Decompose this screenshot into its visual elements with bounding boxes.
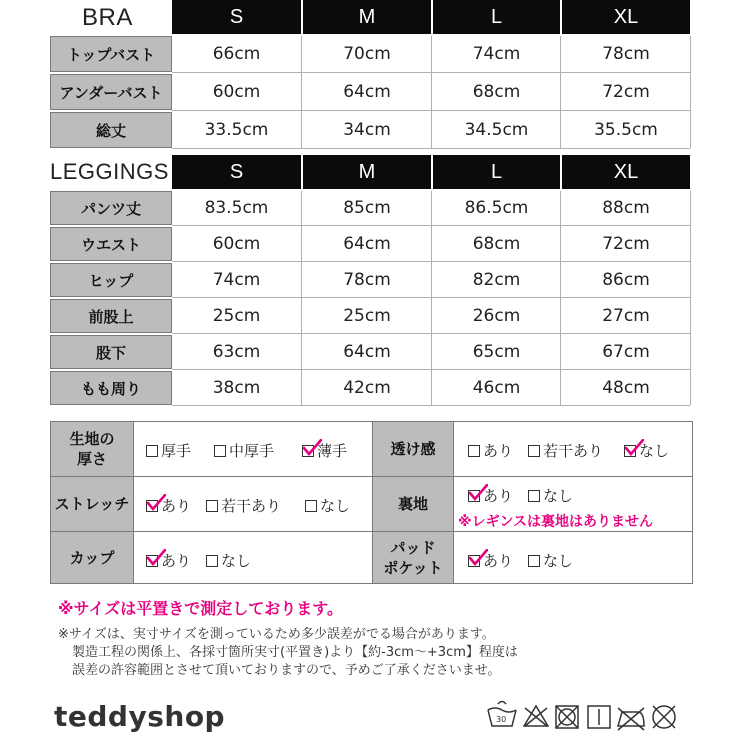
leggings-cell: 88cm xyxy=(602,198,650,218)
leggings-cell: 64cm xyxy=(343,342,391,362)
pad-pocket-label-line2: ポケット xyxy=(383,558,443,577)
leggings-cell: 85cm xyxy=(343,198,391,218)
cup-label: カップ xyxy=(50,531,134,584)
divider xyxy=(172,405,690,406)
note-line-2: 製造工程の関係上、各採寸箇所実寸(平置き)より【約-3cm～+3cm】程度は xyxy=(72,645,518,660)
option-label: あり xyxy=(161,497,192,515)
divider xyxy=(301,191,302,405)
leggings-cell: 38cm xyxy=(212,378,261,398)
checkbox-empty xyxy=(305,500,317,512)
bra-size-header-s: S xyxy=(172,0,301,34)
wash-tub-30-icon xyxy=(488,702,516,727)
bra-row-label: トップバスト xyxy=(50,36,172,72)
divider xyxy=(431,36,432,148)
lining-option xyxy=(528,485,573,506)
checkbox-checked xyxy=(302,445,314,457)
leggings-size-header-xl: XL xyxy=(562,155,690,189)
sheer-option xyxy=(528,440,603,461)
bra-cell: 34cm xyxy=(343,120,391,140)
thickness-option xyxy=(214,440,274,461)
bra-cell: 74cm xyxy=(472,44,521,64)
checkbox-empty xyxy=(214,445,226,457)
leggings-table xyxy=(0,155,740,410)
leggings-cell: 68cm xyxy=(472,234,521,254)
leggings-row-label: 前股上 xyxy=(50,299,172,333)
pad-pocket-option xyxy=(528,550,573,571)
leggings-cell: 63cm xyxy=(212,342,261,362)
divider xyxy=(560,36,561,148)
checkbox-empty xyxy=(206,555,218,567)
bra-row-label: 総丈 xyxy=(50,112,172,148)
bra-row-label: アンダーバスト xyxy=(50,74,172,110)
leggings-row-label: ウエスト xyxy=(50,227,172,261)
divider xyxy=(172,261,690,262)
stretch-label: ストレッチ xyxy=(50,476,134,532)
leggings-row-label: 股下 xyxy=(50,335,172,369)
divider xyxy=(172,369,690,370)
option-label: なし xyxy=(543,487,574,505)
pad-pocket-label-line1: パッド xyxy=(390,538,436,557)
divider xyxy=(172,297,690,298)
thickness-label xyxy=(50,421,134,477)
leggings-size-header-l: L xyxy=(433,155,560,189)
leggings-title: LEGGINGS xyxy=(50,159,169,184)
leggings-row-label: ヒップ xyxy=(50,263,172,297)
check-mark-icon xyxy=(624,439,644,457)
note-line-3: 誤差の許容範囲とさせて頂いておりますので、予めご了承くださいませ。 xyxy=(72,663,501,678)
leggings-cell: 42cm xyxy=(343,378,391,398)
no-bleach-icon xyxy=(524,706,548,726)
bra-size-header-xl: XL xyxy=(562,0,690,34)
leggings-cell: 60cm xyxy=(212,234,261,254)
cup-option xyxy=(206,550,251,571)
divider xyxy=(172,333,690,334)
leggings-cell: 67cm xyxy=(602,342,650,362)
checkbox-empty xyxy=(468,445,480,457)
bra-title: BRA xyxy=(82,4,133,31)
bra-cell: 33.5cm xyxy=(204,120,269,140)
check-mark-icon xyxy=(146,494,166,512)
leggings-size-header-m: M xyxy=(303,155,431,189)
bra-cell: 70cm xyxy=(343,44,391,64)
bra-size-header-m: M xyxy=(303,0,431,34)
thickness-label-line2: 厚さ xyxy=(76,450,107,468)
check-mark-icon xyxy=(146,549,166,567)
stretch-option xyxy=(146,495,191,516)
measurement-note: ※サイズは平置きで測定しております。 xyxy=(58,599,343,618)
stretch-option xyxy=(305,495,350,516)
thickness-option xyxy=(302,440,347,461)
leggings-cell: 46cm xyxy=(472,378,521,398)
check-mark-icon xyxy=(468,549,488,567)
no-tumble-dry-icon xyxy=(556,706,578,728)
option-label: 中厚手 xyxy=(229,442,275,460)
checkbox-checked xyxy=(468,555,480,567)
bra-size-header-l: L xyxy=(433,0,560,34)
option-label: あり xyxy=(483,552,514,570)
option-label: 厚手 xyxy=(161,442,192,460)
divider xyxy=(301,36,302,148)
divider xyxy=(172,225,690,226)
option-label: 薄手 xyxy=(317,442,348,460)
leggings-cell: 26cm xyxy=(472,306,521,326)
leggings-cell: 83.5cm xyxy=(204,198,269,218)
checkbox-checked xyxy=(146,500,158,512)
divider xyxy=(431,191,432,405)
check-mark-icon xyxy=(302,439,322,457)
option-label: なし xyxy=(221,552,252,570)
bra-cell: 35.5cm xyxy=(594,120,658,140)
sheer-option xyxy=(468,440,513,461)
checkbox-empty xyxy=(206,500,218,512)
sheer-label: 透け感 xyxy=(372,421,454,477)
line-dry-icon xyxy=(588,706,610,728)
checkbox-checked xyxy=(468,490,480,502)
leggings-row-label: パンツ丈 xyxy=(50,191,172,225)
bra-cell: 64cm xyxy=(343,82,391,102)
option-label: 若干あり xyxy=(543,442,604,460)
thickness-option xyxy=(146,440,191,461)
pad-pocket-option xyxy=(468,550,513,571)
option-label: あり xyxy=(483,442,514,460)
check-mark-icon xyxy=(468,484,488,502)
leggings-cell: 72cm xyxy=(602,234,650,254)
stretch-option xyxy=(206,495,281,516)
option-label: なし xyxy=(639,442,670,460)
leggings-cell: 48cm xyxy=(602,378,650,398)
bra-table xyxy=(0,0,740,150)
pad-pocket-label xyxy=(372,531,454,584)
lining-note: ※レギンスは裏地はありません xyxy=(458,514,654,530)
leggings-cell: 78cm xyxy=(343,270,391,290)
divider xyxy=(690,36,691,148)
no-dry-clean-icon xyxy=(653,706,675,728)
leggings-cell: 65cm xyxy=(472,342,521,362)
checkbox-empty xyxy=(146,445,158,457)
checkbox-checked xyxy=(624,445,636,457)
leggings-cell: 27cm xyxy=(602,306,650,326)
checkbox-empty xyxy=(528,490,540,502)
thickness-label-line1: 生地の xyxy=(69,430,115,448)
bra-cell: 60cm xyxy=(212,82,261,102)
note-line-1: ※サイズは、実寸サイズを測っているため多少誤差がでる場合があります。 xyxy=(58,627,495,642)
option-label: なし xyxy=(543,552,574,570)
option-label: あり xyxy=(161,552,192,570)
leggings-cell: 86cm xyxy=(602,270,650,290)
leggings-cell: 64cm xyxy=(343,234,391,254)
checkbox-empty xyxy=(528,555,540,567)
leggings-cell: 82cm xyxy=(472,270,521,290)
bra-cell: 78cm xyxy=(602,44,650,64)
no-iron-icon xyxy=(618,708,644,730)
option-label: 若干あり xyxy=(221,497,282,515)
bra-cell: 72cm xyxy=(602,82,650,102)
lining-option xyxy=(468,485,513,506)
svg-text:30: 30 xyxy=(496,715,507,724)
divider xyxy=(172,148,690,149)
leggings-cell: 74cm xyxy=(212,270,261,290)
leggings-cell: 86.5cm xyxy=(464,198,529,218)
brand-logo: teddyshop xyxy=(54,700,226,733)
leggings-row-label: もも周り xyxy=(50,371,172,405)
divider xyxy=(560,191,561,405)
divider xyxy=(172,110,690,111)
checkbox-empty xyxy=(528,445,540,457)
checkbox-checked xyxy=(146,555,158,567)
care-label-icons xyxy=(486,700,686,734)
sheer-option xyxy=(624,440,669,461)
leggings-cell: 25cm xyxy=(343,306,391,326)
divider xyxy=(690,191,691,405)
bra-cell: 68cm xyxy=(472,82,521,102)
option-label: なし xyxy=(320,497,351,515)
option-label: あり xyxy=(483,487,514,505)
leggings-size-header-s: S xyxy=(172,155,301,189)
bra-cell: 34.5cm xyxy=(464,120,529,140)
divider xyxy=(172,72,690,73)
leggings-cell: 25cm xyxy=(212,306,261,326)
lining-label: 裏地 xyxy=(372,476,454,532)
cup-option xyxy=(146,550,191,571)
bra-cell: 66cm xyxy=(212,44,261,64)
